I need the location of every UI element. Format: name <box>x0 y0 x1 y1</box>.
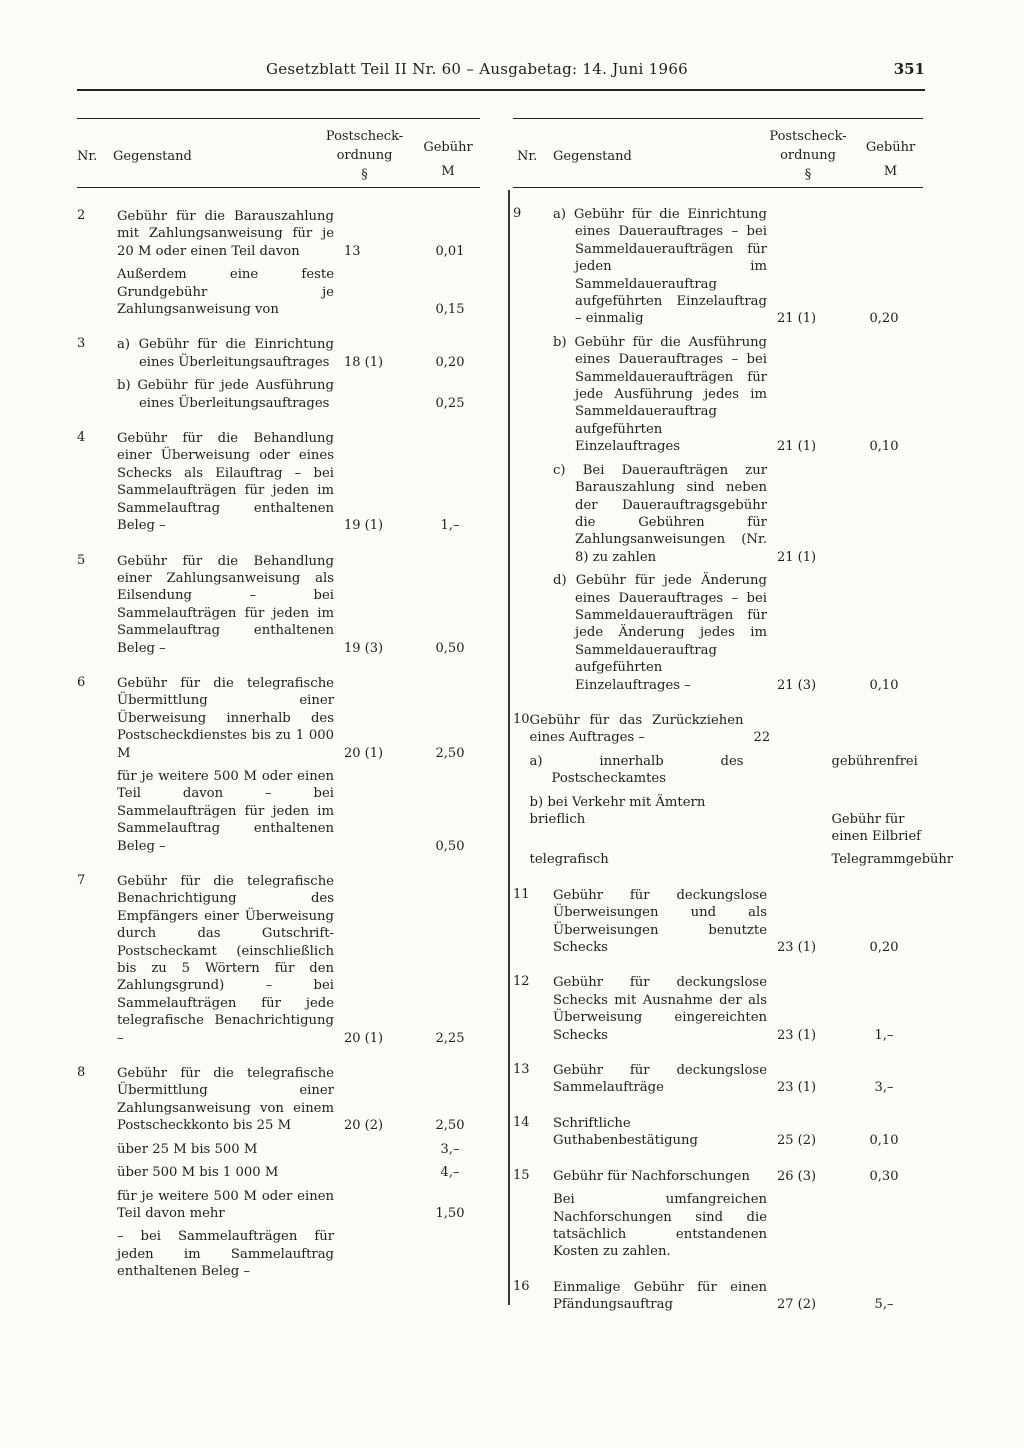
entry-nr: 7 <box>77 873 86 888</box>
table-row <box>117 208 480 260</box>
entry-text: Schriftliche Guthabenbestätigung <box>553 1115 698 1149</box>
table-row <box>117 768 480 855</box>
column-divider <box>508 190 510 1305</box>
table-row <box>117 553 480 657</box>
table-header-right <box>513 118 923 188</box>
entry-text-line: b) bei Verkehr mit Ämtern <box>529 794 706 810</box>
entry-paragraph: 20 (1) <box>344 1030 384 1046</box>
entry-text: Gebühr für deckungslose Schecks mit Ausnahme der als Überweisung eingereichten Schecks <box>553 975 767 1043</box>
header-postscheck-line2: ordnung <box>780 148 836 163</box>
page-title: Gesetzblatt Teil II Nr. 60 – Ausgabetag: 14. Juni 1966 <box>265 60 689 78</box>
table-row <box>117 873 480 1047</box>
table-row <box>553 974 923 1044</box>
entry-10 <box>513 711 953 875</box>
table-row <box>553 572 923 694</box>
entry-fee: 1,50 <box>435 1205 465 1221</box>
entry-7 <box>77 873 480 1053</box>
entry-fee: 5,– <box>874 1297 894 1313</box>
entry-8 <box>77 1065 480 1286</box>
entry-paragraph: 22 <box>753 730 771 746</box>
entry-fee: 1,– <box>440 518 460 534</box>
entry-fee: 0,15 <box>435 302 465 318</box>
entry-nr: 6 <box>77 674 86 690</box>
entry-nr: 4 <box>77 430 86 446</box>
table-row <box>117 1065 480 1135</box>
entry-4 <box>77 430 480 540</box>
table-row <box>529 851 953 868</box>
entry-11 <box>513 887 923 963</box>
header-nr: Nr. <box>517 149 538 164</box>
entry-fee: Telegrammgebühr <box>831 852 953 868</box>
table-row <box>530 753 924 788</box>
entry-text: Gebühr für das Zurückziehen eines Auftrages – <box>529 712 744 746</box>
entry-text: telegrafisch <box>529 852 609 868</box>
header-gebuehr-line1: Gebühr <box>423 140 473 155</box>
header-gebuehr <box>417 136 479 184</box>
entry-fee: 0,10 <box>869 439 899 455</box>
entry-9 <box>513 206 923 700</box>
entry-text: Gebühr für die telegrafische Übermittlung einer Überweisung innerhalb des Postscheckdienstes bis zu 1 000 M <box>117 675 334 761</box>
entry-fee: 0,30 <box>869 1168 899 1184</box>
table-row <box>553 1191 923 1261</box>
entry-text: b) Gebühr für jede Ausführung eines Überleitungsauftrages <box>117 378 334 411</box>
entry-paragraph: 13 <box>344 243 361 259</box>
entry-text: über 500 M bis 1 000 M <box>117 1165 279 1181</box>
entry-12 <box>513 974 923 1050</box>
table-row <box>553 1279 923 1314</box>
header-gebuehr-line2: M <box>883 164 898 179</box>
table-row <box>117 377 480 412</box>
header-gebuehr-line2: M <box>441 164 455 179</box>
entry-5 <box>77 553 480 663</box>
entry-nr: 13 <box>513 1062 530 1078</box>
entry-fee: 1,– <box>874 1027 894 1043</box>
entry-text: Gebühr für die Barauszahlung mit Zahlungsanweisung für je 20 M oder einen Teil davon <box>117 209 334 259</box>
table-body-left <box>77 188 480 1287</box>
entry-nr: 14 <box>513 1114 530 1130</box>
entry-text-brieflich: brieflich <box>529 812 586 827</box>
page-number: 351 <box>893 60 925 78</box>
entry-paragraph: 19 (1) <box>344 518 384 534</box>
table-body-right <box>513 188 953 1320</box>
entry-paragraph: 21 (1) <box>777 311 817 327</box>
entry-fee: 4,– <box>440 1165 460 1181</box>
entry-paragraph: 21 (3) <box>777 677 817 693</box>
entry-fee: 0,10 <box>869 1133 899 1149</box>
table-row <box>117 675 480 762</box>
entry-text: Gebühr für die Behandlung einer Zahlungsanweisung als Eilsendung – bei Sammelaufträgen für jeden im Sammelauftrag enthaltenen Beleg – <box>117 553 334 656</box>
entry-text: a) Gebühr für die Einrichtung eines Überleitungsauftrages <box>117 337 334 370</box>
table-row <box>117 336 480 371</box>
entry-text: a) Gebühr für die Einrichtung eines Dauerauftrages – bei Sammeldaueraufträgen für jeden im Sammeldauerauftrag aufgeführten Einzelauftrag – einmalig <box>553 207 767 327</box>
table-row <box>117 1228 480 1280</box>
entry-fee: 2,50 <box>435 1118 465 1134</box>
entry-nr: 9 <box>513 206 522 221</box>
header-gegenstand: Gegenstand <box>113 149 192 164</box>
entry-nr: 8 <box>77 1065 86 1081</box>
entry-paragraph: 19 (3) <box>344 640 384 656</box>
entry-fee: 0,20 <box>869 940 899 956</box>
header-rule <box>77 89 925 91</box>
table-row <box>553 334 923 456</box>
entry-2 <box>77 208 480 324</box>
entry-text: Außerdem eine feste Grundgebühr je Zahlungsanweisung von <box>117 267 334 318</box>
entry-text: Gebühr für die Behandlung einer Überweisung oder eines Schecks als Eilauftrag – bei Sammelaufträgen für jeden im Sammelauftrag enthaltenen Beleg – <box>117 431 334 534</box>
table-row <box>530 794 924 846</box>
entry-fee: 2,50 <box>435 745 465 761</box>
entry-text: Gebühr für deckungslose Überweisungen und als Überweisungen benutzte Schecks <box>553 887 767 956</box>
header-postscheckordnung <box>758 127 858 184</box>
table-row <box>117 1141 480 1158</box>
entry-paragraph: 25 (2) <box>777 1133 817 1149</box>
table-row <box>553 887 923 957</box>
table-row <box>117 1188 480 1223</box>
entry-15 <box>513 1168 923 1267</box>
entry-13 <box>513 1062 923 1103</box>
entry-fee: 0,20 <box>869 311 899 327</box>
entry-6 <box>77 675 480 861</box>
entry-text: b) Gebühr für die Ausführung eines Dauerauftrages – bei Sammeldaueraufträgen für jede Ausführung jedes im Sammeldauerauftrag aufgeführten Einzelauftrages <box>553 334 767 455</box>
entry-paragraph: 21 (1) <box>777 439 817 455</box>
table-row <box>530 712 924 747</box>
table-row <box>553 206 923 328</box>
entry-paragraph: 20 (1) <box>344 745 384 761</box>
header-nr: Nr. <box>77 149 98 164</box>
entry-paragraph: 23 (1) <box>777 1027 817 1043</box>
entry-fee: 0,10 <box>869 677 899 693</box>
header-postscheck-line3: § <box>804 167 812 182</box>
entry-nr: 5 <box>77 552 86 568</box>
entry-fee: gebührenfrei <box>831 753 918 769</box>
header-gebuehr <box>858 136 923 184</box>
entry-text: c) Bei Daueraufträgen zur Barauszahlung sind neben der Dauerauftragsgebühr die Gebühren für Zahlungsanweisungen (Nr. 8) zu zahlen <box>553 462 767 565</box>
entry-fee: 0,50 <box>435 640 465 656</box>
entry-text: für je weitere 500 M oder einen Teil davon – bei Sammelaufträgen für jeden im Sammelauftrag enthaltenen Beleg – <box>117 768 334 854</box>
entry-text: über 25 M bis 500 M <box>117 1141 258 1157</box>
entry-paragraph: 27 (2) <box>777 1297 817 1313</box>
entry-fee: 0,25 <box>435 395 465 411</box>
table-row <box>117 430 480 534</box>
table-row <box>117 266 480 318</box>
entry-fee: Gebühr für einen Eilbrief <box>831 811 921 844</box>
entry-nr: 16 <box>513 1278 530 1294</box>
table-header-left <box>77 118 480 188</box>
entry-text: Gebühr für Nachforschungen <box>553 1168 750 1184</box>
entry-nr: 12 <box>513 974 530 990</box>
entry-nr: 10 <box>513 711 530 727</box>
entry-fee: 0,01 <box>435 243 465 259</box>
entry-text: – bei Sammelaufträgen für jeden im Sammelauftrag enthaltenen Beleg – <box>117 1229 334 1280</box>
header-gegenstand: Gegenstand <box>553 149 632 164</box>
header-postscheck-line1: Postscheck- <box>769 129 847 144</box>
entry-nr: 3 <box>77 336 86 352</box>
entry-paragraph: 23 (1) <box>777 940 817 956</box>
entry-14 <box>513 1115 923 1156</box>
entry-text: Einmalige Gebühr für einen Pfändungsauftrag <box>553 1279 767 1313</box>
entry-text: Gebühr für die telegrafische Übermittlung einer Zahlungsanweisung von einem Postscheckkonto bis 25 M <box>117 1066 334 1134</box>
entry-3 <box>77 336 480 418</box>
entry-fee: 0,20 <box>435 354 465 370</box>
entry-16 <box>513 1279 923 1320</box>
entry-paragraph: 26 (3) <box>777 1168 817 1184</box>
entry-paragraph: 23 (1) <box>777 1080 817 1096</box>
entry-paragraph: 20 (2) <box>344 1118 384 1134</box>
entry-text: d) Gebühr für jede Änderung eines Dauerauftrages – bei Sammeldaueraufträgen für jede Änderung jedes im Sammeldauerauftrag aufgeführten Einzelauftrages – <box>553 573 767 693</box>
entry-fee: 3,– <box>874 1080 894 1096</box>
table-row <box>553 1168 923 1185</box>
entry-fee: 0,50 <box>435 838 465 854</box>
header-gebuehr-line1: Gebühr <box>865 140 916 155</box>
page-header <box>77 60 925 82</box>
table-row <box>553 1062 923 1097</box>
entry-text: a) innerhalb des Postscheckamtes <box>529 753 744 787</box>
entry-text: Bei umfangreichen Nachforschungen sind die tatsächlich entstandenen Kosten zu zahlen. <box>553 1192 767 1260</box>
left-column <box>77 118 480 1299</box>
entry-fee: 2,25 <box>435 1030 465 1046</box>
entry-nr: 11 <box>513 886 530 902</box>
entry-text <box>530 794 754 829</box>
header-postscheck-line3: § <box>361 167 368 182</box>
right-column <box>513 118 953 1332</box>
entry-paragraph: 18 (1) <box>344 354 384 370</box>
header-postscheckordnung <box>317 127 412 184</box>
entry-nr: 2 <box>77 208 86 223</box>
table-row <box>117 1164 480 1181</box>
header-postscheck-line1: Postscheck- <box>325 129 404 144</box>
entry-text: für je weitere 500 M oder einen Teil davon mehr <box>117 1188 334 1221</box>
entry-text: Gebühr für deckungslose Sammelaufträge <box>553 1063 767 1096</box>
entry-paragraph: 21 (1) <box>777 549 817 565</box>
table-row <box>553 462 923 566</box>
entry-text: Gebühr für die telegrafische Benachrichtigung des Empfängers einer Überweisung durch das Gutschrift-Postscheckamt (einschließlich bis zu 5 Wörtern für den Zahlungsgrund) – bei Sammelaufträgen für jede telegrafische Benachrichtigung – <box>117 874 334 1046</box>
header-postscheck-line2: ordnung <box>336 148 393 163</box>
table-row <box>553 1115 923 1150</box>
entry-nr: 15 <box>513 1167 530 1183</box>
entry-fee: 3,– <box>440 1141 460 1157</box>
